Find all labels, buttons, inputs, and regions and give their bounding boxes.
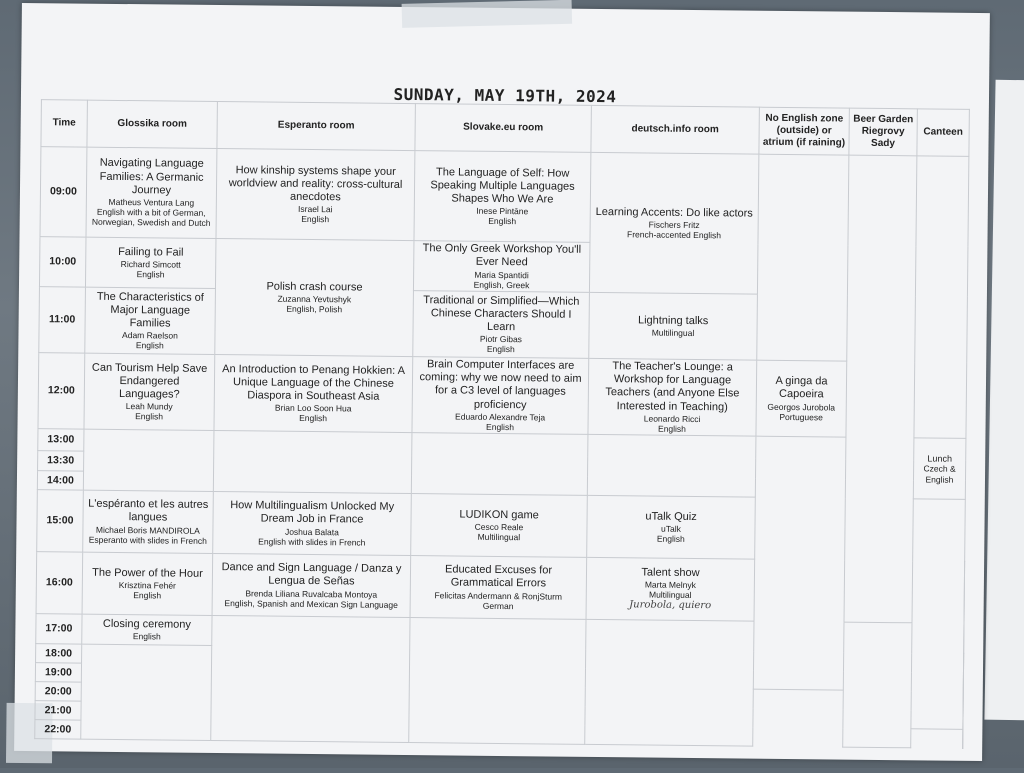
session-cell <box>413 291 590 359</box>
empty-cell <box>585 620 754 747</box>
session-title: Navigating Language Families: A Germanic Journey <box>99 157 204 197</box>
time-slot: 21:00 <box>35 701 81 720</box>
session-cell <box>412 357 589 435</box>
session-cell <box>85 287 216 354</box>
session-speaker: uTalk <box>660 523 681 534</box>
session-title: Brain Computer Interfaces are coming: why we now need to aim for a C3 level of languages proficiency <box>419 358 582 411</box>
session-speaker: Zuzanna Yevtushyk <box>277 293 352 305</box>
empty-cell <box>843 622 912 748</box>
empty-cell <box>587 435 756 498</box>
schedule-sheet <box>14 3 990 761</box>
session-title: Traditional or Simplified—Which Chinese Characters Should I Learn <box>423 293 580 334</box>
empty-cell <box>81 644 212 740</box>
session-speaker: Michael Boris MANDIROLA <box>95 524 200 536</box>
time-slot: 18:00 <box>36 644 82 663</box>
session-language: English <box>135 340 164 351</box>
session-language: German <box>482 600 514 611</box>
session-cell <box>414 151 591 243</box>
adjacent-sheet-edge <box>984 80 1024 721</box>
empty-cell <box>911 499 965 730</box>
page-title: SUNDAY, MAY 19TH, 2024 <box>393 84 617 107</box>
header-beer-garden: Beer Garden Riegrovy Sady <box>849 108 917 156</box>
session-language: English <box>656 533 685 545</box>
session-title: How kinship systems shape your worldview and reality: cross-cultural anecdotes <box>228 163 403 204</box>
session-cell <box>587 496 756 560</box>
session-speaker: Eduardo Alexandre Teja <box>455 411 546 423</box>
session-language: English <box>486 421 515 433</box>
empty-cell <box>914 156 969 439</box>
header-time: Time <box>41 100 87 147</box>
session-cell <box>83 490 214 553</box>
session-speaker: Adam Raelson <box>122 330 178 341</box>
handwritten-note: Jurobola, quiero <box>629 599 712 612</box>
session-speaker: Georgos Jurobola <box>767 401 836 413</box>
session-speaker: Brian Loo Soon Hua <box>274 402 352 414</box>
session-cell <box>213 492 412 556</box>
session-title: L'espéranto et les autres langues <box>88 497 209 524</box>
session-cell <box>413 241 590 293</box>
session-title: uTalk Quiz <box>645 510 697 523</box>
session-speaker: Israel Lai <box>297 203 333 215</box>
session-title: How Multilingualism Unlocked My Dream Job in France <box>230 499 395 526</box>
session-cell <box>82 614 212 645</box>
session-language: English <box>299 413 328 424</box>
session-speaker: Brenda Liliana Ruvalcaba Montoya <box>245 587 378 600</box>
empty-cell <box>844 155 917 623</box>
session-cell <box>86 147 217 238</box>
session-language: English with a bit of German, Norwegian, Swedish and Dutch <box>91 206 211 229</box>
session-language: French-accented English <box>626 229 722 241</box>
time-slot: 10:00 <box>39 237 86 287</box>
session-language: English <box>486 344 515 355</box>
session-title: Failing to Fail <box>118 245 184 259</box>
session-speaker: Leonardo Ricci <box>643 413 701 424</box>
time-slot: 15:00 <box>37 490 84 552</box>
session-cell <box>588 358 757 436</box>
header-canteen: Canteen <box>917 109 969 157</box>
header-slovake-room: Slovake.eu room <box>415 104 591 153</box>
empty-cell <box>409 618 586 745</box>
session-speaker: Felicitas Andermann & RonjSturm <box>434 589 563 602</box>
session-cell <box>84 353 215 430</box>
header-deutsch-room: deutsch.info room <box>591 105 759 154</box>
header-no-english-zone: No English zone (outside) or atrium (if raining) <box>759 107 849 155</box>
session-cell <box>410 556 587 620</box>
session-language: Multilingual <box>477 531 521 543</box>
empty-cell <box>211 616 410 743</box>
session-speaker: Maria Spantidi <box>474 269 529 280</box>
session-title: The Power of the Hour <box>92 566 203 580</box>
session-language: English <box>136 269 165 280</box>
time-slot: 22:00 <box>35 720 81 739</box>
session-title: The Language of Self: How Speaking Multiple Languages Shapes Who We Are <box>430 165 575 206</box>
empty-cell <box>83 429 214 491</box>
session-title: The Only Greek Workshop You'll Ever Need <box>422 242 582 269</box>
session-language: English, Polish <box>286 303 343 315</box>
schedule-table <box>34 99 970 749</box>
empty-cell <box>213 431 412 494</box>
session-title: Dance and Sign Language / Danza y Lengua de Señas <box>221 561 402 588</box>
session-speaker: Matheus Ventura Lang <box>108 196 195 208</box>
session-language: Czech & English <box>923 463 956 485</box>
time-slot: 19:00 <box>35 663 81 682</box>
session-title: An Introduction to Penang Hokkien: A Unique Language of the Chinese Diaspora in Southeast Asia <box>222 362 406 403</box>
session-title: Lightning talks <box>637 314 709 327</box>
session-language: English <box>301 214 330 225</box>
time-slot: 17:00 <box>36 614 82 644</box>
session-language: Esperanto with slides in French <box>88 534 207 546</box>
session-title: Closing ceremony <box>102 617 192 631</box>
time-slot: 11:00 <box>39 287 86 353</box>
session-title: The Characteristics of Major Language Families <box>96 290 204 330</box>
session-cell <box>756 360 847 437</box>
session-title: A ginga da Capoeira <box>775 375 828 401</box>
session-speaker: Krisztina Fehér <box>118 580 176 591</box>
time-slot: 09:00 <box>40 147 87 237</box>
session-language: English with slides in French <box>258 536 366 548</box>
session-language: English <box>658 423 687 434</box>
session-language: Multilingual <box>651 327 695 339</box>
session-language: English <box>133 590 162 601</box>
time-slot: 20:00 <box>35 682 81 701</box>
session-title: LUDIKON game <box>459 508 539 522</box>
empty-cell <box>411 433 588 496</box>
session-cell <box>589 292 758 360</box>
header-glossika-room: Glossika room <box>87 100 217 148</box>
time-slot: 12:00 <box>38 353 85 430</box>
time-slot: 16:00 <box>36 552 83 614</box>
session-speaker: Leah Mundy <box>125 401 173 412</box>
time-slot: 13:30 <box>38 451 84 471</box>
session-cell <box>214 354 413 432</box>
session-speaker: Inese Pintāne <box>476 205 529 217</box>
session-speaker: Marta Melnyk <box>644 579 696 591</box>
session-title: Can Tourism Help Save Endangered Languages? <box>91 361 208 401</box>
session-cell <box>216 149 415 241</box>
session-speaker: Fischers Fritz <box>648 219 700 230</box>
session-title: Educated Excuses for Grammatical Errors <box>444 563 553 590</box>
tape-top <box>402 0 573 28</box>
session-language: English, Greek <box>473 279 530 290</box>
session-cell <box>85 237 216 288</box>
empty-cell <box>753 436 846 690</box>
session-cell <box>212 554 411 618</box>
session-title: Talent show <box>641 566 700 579</box>
session-speaker: Joshua Balata <box>284 526 339 537</box>
session-speaker: Richard Simcott <box>120 258 181 270</box>
session-title: Lunch <box>927 452 953 464</box>
time-slot: 13:00 <box>38 429 84 451</box>
session-language: English <box>488 216 517 227</box>
session-cell <box>411 494 588 558</box>
session-cell <box>82 552 213 615</box>
session-title: The Teacher's Lounge: a Workshop for Language Teachers (and Anyone Else Interested in Teaching) <box>605 360 740 413</box>
session-speaker: Cesco Reale <box>474 521 524 533</box>
session-language: English <box>135 411 164 422</box>
session-cell <box>589 152 758 294</box>
session-language: English <box>132 631 161 642</box>
session-cell <box>913 438 966 500</box>
empty-cell <box>757 154 849 361</box>
session-language: Multilingual <box>648 589 692 601</box>
session-speaker: Piotr Gibas <box>479 333 523 345</box>
session-title: Learning Accents: Do like actors <box>595 205 753 220</box>
session-cell <box>215 238 414 356</box>
time-slot: 14:00 <box>37 471 83 490</box>
header-esperanto-room: Esperanto room <box>217 102 415 151</box>
session-language: Portuguese <box>779 411 823 423</box>
session-cell <box>586 558 755 622</box>
session-title: Polish crash course <box>266 280 363 294</box>
session-language: English, Spanish and Mexican Sign Language <box>224 597 398 610</box>
